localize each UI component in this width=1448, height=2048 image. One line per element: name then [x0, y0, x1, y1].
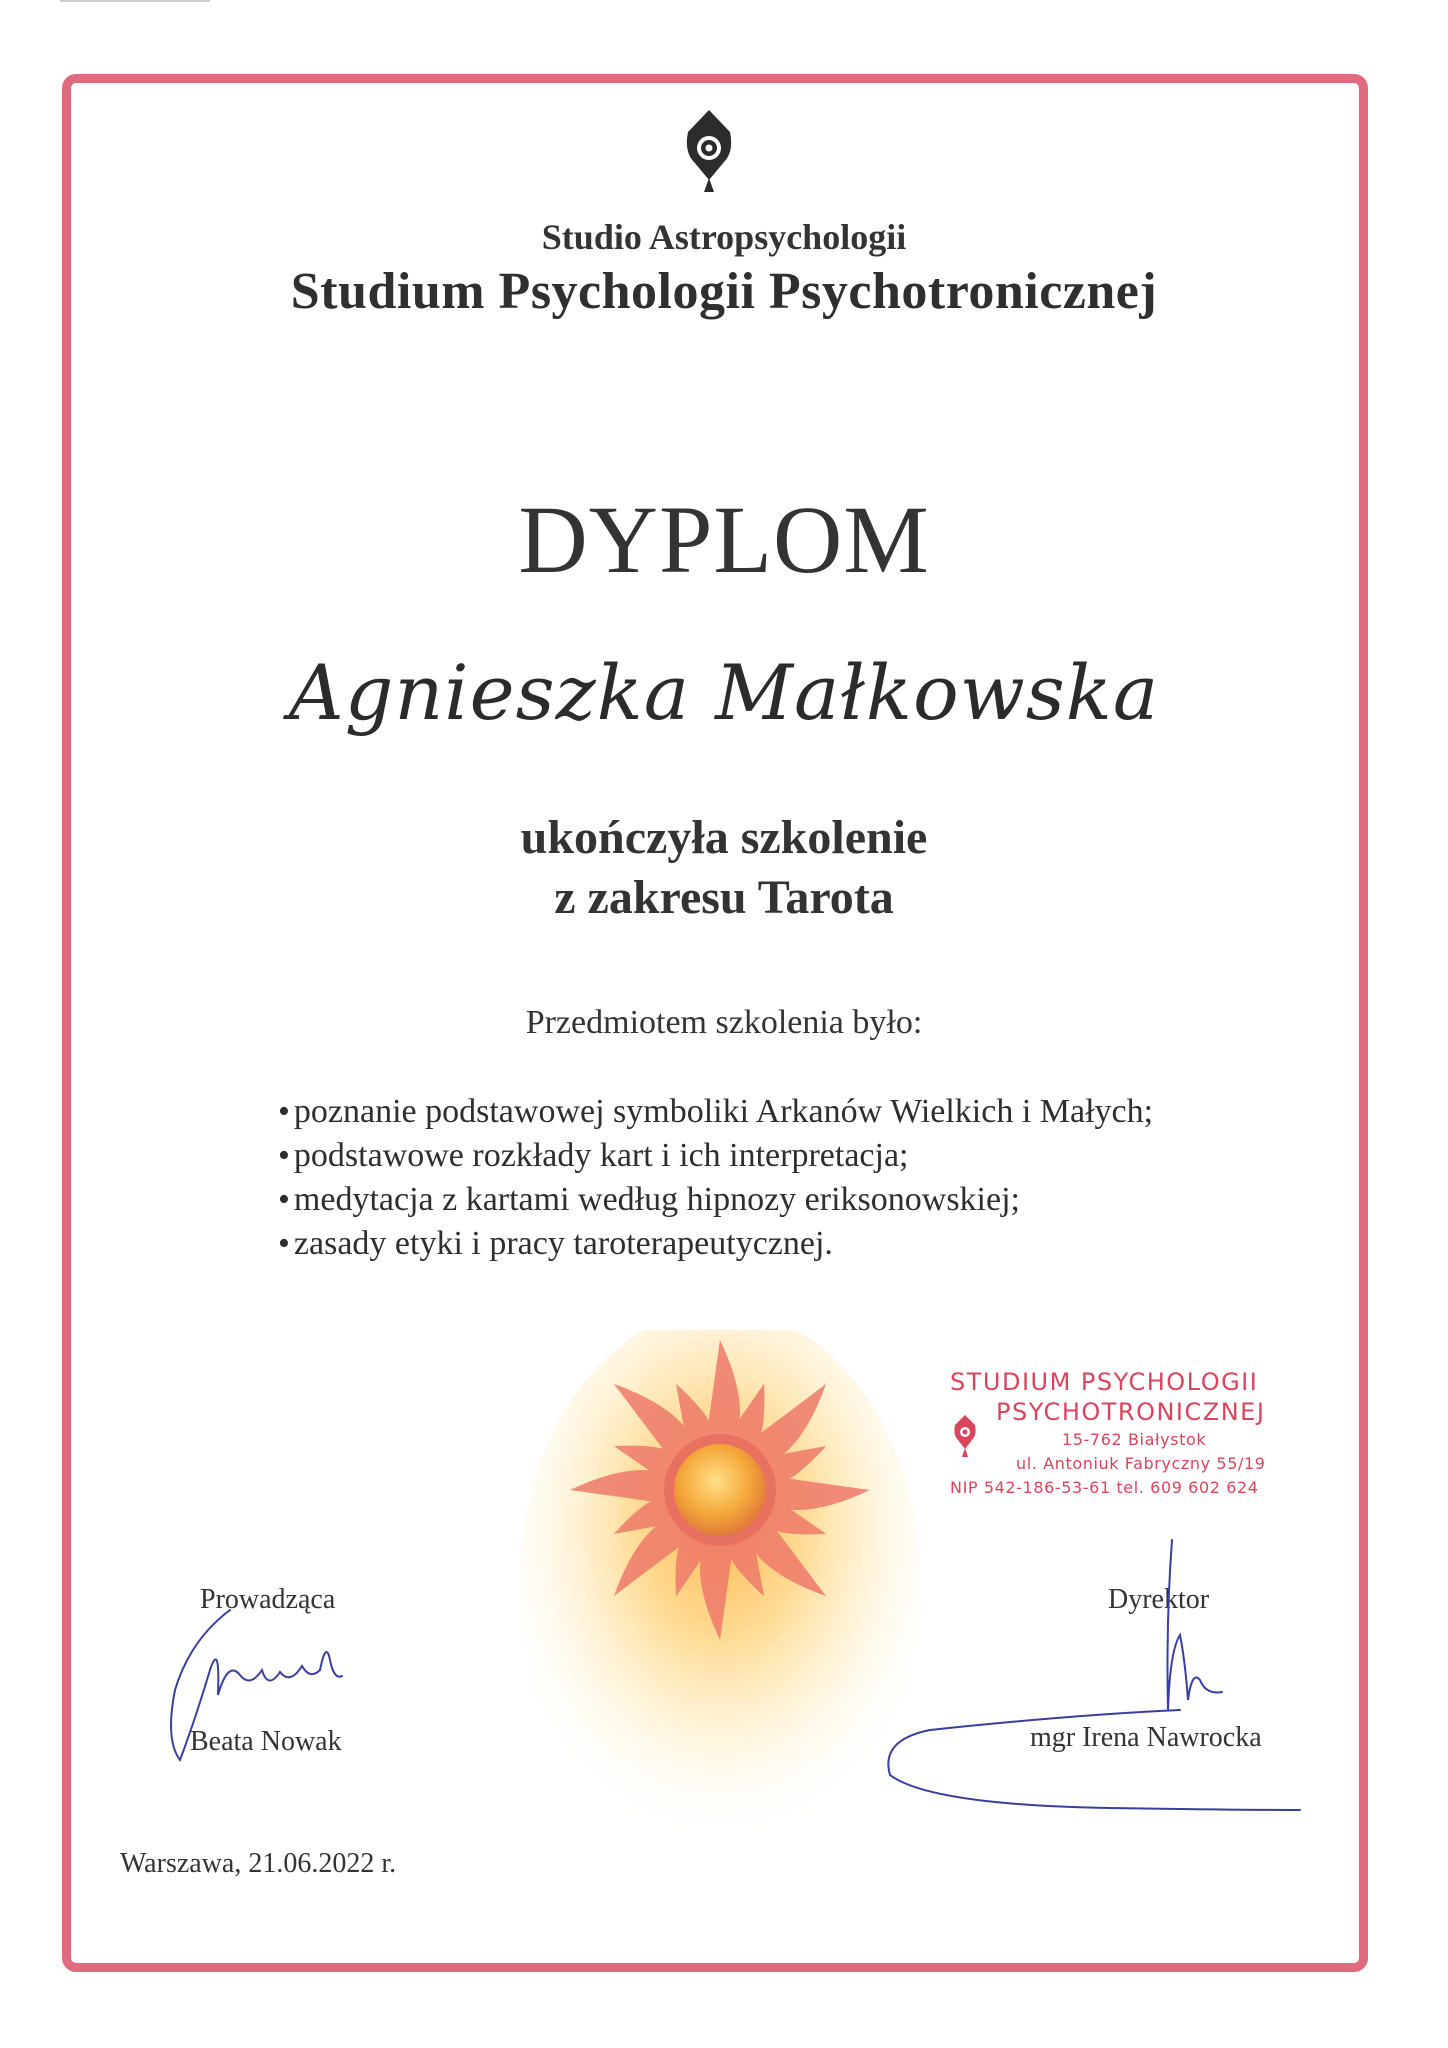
- stamp-address-city: 15-762 Białystok: [1062, 1430, 1207, 1449]
- completion-line-1: ukończyła szkolenie: [520, 811, 928, 864]
- stamp-title-line-2: PSYCHOTRONICZNEJ: [996, 1398, 1266, 1426]
- subject-item: • medytacja z kartami według hipnozy eriksonowskiej;: [278, 1178, 1153, 1222]
- stamp-logo-icon: [952, 1414, 978, 1458]
- sun-illustration: [520, 1330, 920, 1880]
- left-signature-role: Prowadząca: [200, 1584, 336, 1615]
- studio-name: Studio Astropsychologii: [541, 217, 907, 257]
- studium-name: Studium Psychologii Psychotronicznej: [290, 263, 1158, 320]
- right-signature-role: Dyrektor: [1108, 1584, 1210, 1615]
- right-signature-name: mgr Irena Nawrocka: [1030, 1722, 1262, 1753]
- stamp-ids: NIP 542-186-53-61 tel. 609 602 624: [950, 1478, 1259, 1497]
- stamp-title-line-1: STUDIUM PSYCHOLOGII: [950, 1368, 1259, 1396]
- subject-intro: Przedmiotem szkolenia było:: [525, 1004, 923, 1041]
- stamp-address-street: ul. Antoniuk Fabryczny 55/19: [1016, 1454, 1266, 1473]
- subject-item: • podstawowe rozkłady kart i ich interpretacja;: [278, 1134, 1153, 1178]
- left-signature-name: Beata Nowak: [190, 1726, 342, 1757]
- completion-statement: [0, 808, 1448, 928]
- subject-list: [278, 1090, 1153, 1266]
- completion-line-2: z zakresu Tarota: [554, 871, 894, 924]
- right-signature-drawing: [870, 1530, 1310, 1820]
- recipient-name: Agnieszka Małkowska: [288, 648, 1160, 737]
- scan-edge-mark: [60, 0, 210, 2]
- subject-item: • poznanie podstawowej symboliki Arkanów Wielkich i Małych;: [278, 1090, 1153, 1134]
- diploma-title: DYPLOM: [518, 486, 930, 593]
- subject-item: • zasady etyki i pracy taroterapeutycznej.: [278, 1222, 1153, 1266]
- place-and-date: Warszawa, 21.06.2022 r.: [120, 1848, 397, 1879]
- studio-logo-icon: [680, 108, 738, 194]
